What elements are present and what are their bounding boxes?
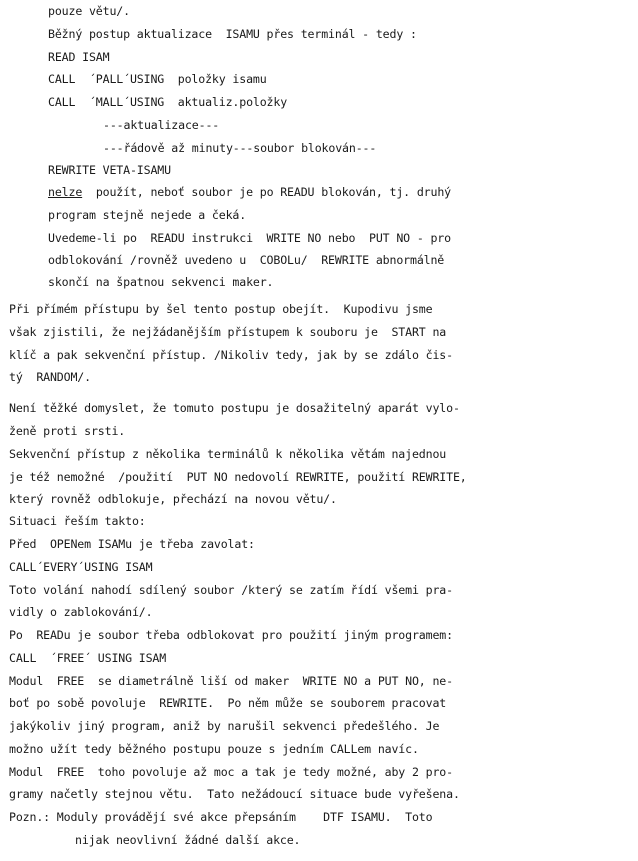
text-line: Pozn.: Moduly provádějí své akce přepsáním DTF ISAMU. Toto <box>9 810 433 824</box>
text-line: Toto volání nahodí sdílený soubor /který se zatím řídí všemi pra- <box>9 583 453 597</box>
text-line: program stejně nejede a čeká. <box>48 208 247 222</box>
text-line: však zjistili, že nejžádanějším přístupem k souboru je START na <box>9 325 447 339</box>
text-line: boť po sobě povoluje REWRITE. Po něm může se souborem pracovat <box>9 696 447 710</box>
text-line: který rovněž odblokuje, přechází na novou větu/. <box>9 492 337 506</box>
text-line <box>48 185 451 199</box>
underlined-word: nelze <box>48 185 83 199</box>
text-line: ---řádově až minuty---soubor blokován--- <box>103 141 377 155</box>
text-line: nijak neovlivní žádné další akce. <box>75 833 301 847</box>
text-line: jakýkoliv jiný program, aniž by narušil sekvenci předešlého. Je <box>9 719 440 733</box>
text-line: Po READu je soubor třeba odblokovat pro použití jiným programem: <box>9 628 453 642</box>
text-line: READ ISAM <box>48 50 110 64</box>
text-line: Uvedeme-li po READU instrukci WRITE NO nebo PUT NO - pro <box>48 231 451 245</box>
text-line: CALL ´FREE´ USING ISAM <box>9 651 167 665</box>
text-line: REWRITE VETA-ISAMU <box>48 163 171 177</box>
text-line: odblokování /rovněž uvedeno u COBOLu/ REWRITE abnormálně <box>48 253 445 267</box>
text-line: ženě proti srsti. <box>9 424 126 438</box>
text-line: CALL´EVERY´USING ISAM <box>9 560 153 574</box>
text-line: Modul FREE toho povoluje až moc a tak je tedy možné, aby 2 pro- <box>9 765 453 779</box>
text-line: Modul FREE se diametrálně liší od maker WRITE NO a PUT NO, ne- <box>9 674 453 688</box>
text-line: Situaci řeším takto: <box>9 514 146 528</box>
text-line: pouze větu/. <box>48 4 130 18</box>
text-line: Běžný postup aktualizace ISAMU přes terminál - tedy : <box>48 27 417 41</box>
text-line-continuation: použít, neboť soubor je po READU blokován, tj. druhý <box>82 185 451 199</box>
text-line: CALL ´MALL´USING aktualiz.položky <box>48 95 288 109</box>
text-line: Sekvenční přístup z několika terminálů k několika větám najednou <box>9 447 447 461</box>
text-line: tý RANDOM/. <box>9 370 91 384</box>
text-line: klíč a pak sekvenční přístup. /Nikoliv tedy, jak by se zdálo čis- <box>9 348 453 362</box>
text-line: Při přímém přístupu by šel tento postup obejít. Kupodivu jsme <box>9 302 433 316</box>
text-line: skončí na špatnou sekvenci maker. <box>48 275 274 289</box>
text-line: Není těžké domyslet, že tomuto postupu je dosažitelný aparát vylo- <box>9 401 460 415</box>
text-line: CALL ´PALL´USING položky isamu <box>48 72 267 86</box>
text-line: gramy načetly stejnou větu. Tato nežádoucí situace bude vyřešena. <box>9 787 460 801</box>
text-line: je též nemožné /použití PUT NO nedovolí REWRITE, použití REWRITE, <box>9 470 467 484</box>
text-line: vidly o zablokování/. <box>9 605 153 619</box>
text-line: Před OPENem ISAMu je třeba zavolat: <box>9 537 255 551</box>
text-line: možno užít tedy běžného postupu pouze s jedním CALLem navíc. <box>9 742 419 756</box>
text-line: ---aktualizace--- <box>103 118 220 132</box>
